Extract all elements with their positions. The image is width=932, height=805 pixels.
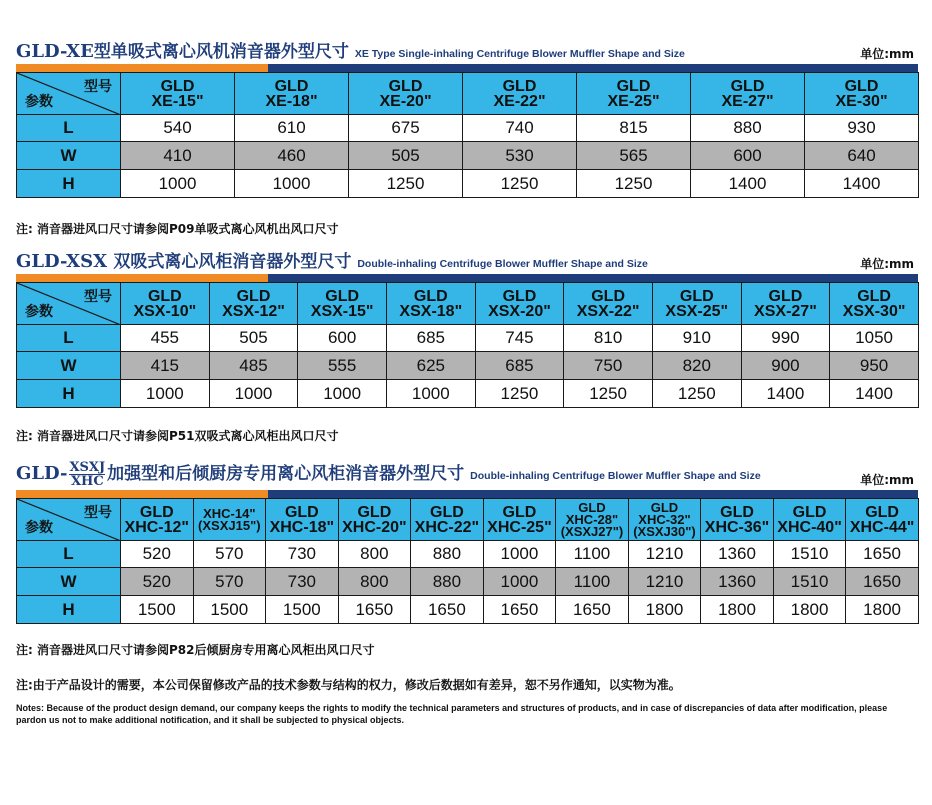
table-cell: 555 xyxy=(298,352,387,380)
corner-model-label: 型号 xyxy=(84,79,112,95)
model-header xyxy=(805,73,919,115)
table-cell: 730 xyxy=(266,568,339,596)
model-header xyxy=(556,499,629,541)
model-header xyxy=(338,499,411,541)
table-cell: 625 xyxy=(386,352,475,380)
model-name-line: GLD xyxy=(139,503,174,521)
model-name-line: XSX-10" xyxy=(133,302,197,320)
model-name-line: GLD xyxy=(768,287,803,305)
table-cell: 950 xyxy=(830,352,919,380)
table-row xyxy=(17,380,919,408)
row-label: W xyxy=(17,352,121,380)
model-name-line: XE-15" xyxy=(151,92,204,110)
model-name-line: XHC-36" xyxy=(704,518,770,536)
table-cell: 540 xyxy=(121,115,235,142)
table-cell: 1210 xyxy=(628,568,701,596)
model-name-line: GLD xyxy=(413,287,448,305)
model-header xyxy=(193,499,266,541)
table-cell: 1250 xyxy=(577,170,691,198)
model-name-line: GLD xyxy=(236,287,271,305)
model-name-line: (XSXJ30") xyxy=(633,523,696,539)
table-cell: 1500 xyxy=(266,596,339,624)
table-cell: 1650 xyxy=(846,568,919,596)
model-header xyxy=(411,499,484,541)
table-cell: 570 xyxy=(193,568,266,596)
title-fraction-top: XSXJ xyxy=(69,460,106,475)
section-title-row xyxy=(16,40,918,64)
section-title-row xyxy=(16,250,918,274)
title-bar xyxy=(16,64,918,72)
model-name-line: GLD xyxy=(147,287,182,305)
corner-param-label: 参数 xyxy=(25,94,53,110)
model-name-line: XE-18" xyxy=(265,92,318,110)
section-title xyxy=(16,247,648,272)
model-name-line: XHC-20" xyxy=(342,518,407,536)
title-cn: 加强型和后倾厨房专用离心风柜消音器外型尺寸 xyxy=(107,464,465,484)
table-cell: 800 xyxy=(338,568,411,596)
table-row xyxy=(17,325,919,352)
table-cell: 880 xyxy=(411,541,484,568)
model-name-line: XE-25" xyxy=(607,92,660,110)
table-cell: 930 xyxy=(805,115,919,142)
model-name-line: XE-27" xyxy=(721,92,774,110)
title-prefix: GLD-XSX xyxy=(16,251,114,272)
title-cn: 型单吸式离心风机消音器外型尺寸 xyxy=(93,42,349,62)
model-name-line: GLD xyxy=(502,287,537,305)
model-name-line: GLD xyxy=(865,503,899,521)
table-row xyxy=(17,541,919,568)
table-row xyxy=(17,142,919,170)
corner-cell xyxy=(17,499,121,541)
table-cell: 745 xyxy=(475,325,564,352)
section-xsx xyxy=(16,250,918,408)
model-name-line: GLD xyxy=(857,287,891,305)
table-cell: 1800 xyxy=(846,596,919,624)
table-cell: 900 xyxy=(741,352,830,380)
table-cell: 675 xyxy=(349,115,463,142)
row-label: W xyxy=(17,568,121,596)
model-header xyxy=(475,283,564,325)
unit-label: 单位:mm xyxy=(860,47,914,61)
model-header xyxy=(628,499,701,541)
table-cell: 505 xyxy=(349,142,463,170)
model-header xyxy=(701,499,774,541)
table-cell: 1360 xyxy=(701,568,774,596)
model-name-line: XSX-20" xyxy=(488,302,551,320)
table-cell: 1210 xyxy=(628,541,701,568)
section-xhc xyxy=(16,458,918,624)
model-name-line: GLD xyxy=(792,503,827,521)
table-cell: 800 xyxy=(338,541,411,568)
table-cell: 640 xyxy=(805,142,919,170)
table-row xyxy=(17,352,919,380)
model-name-line: GLD xyxy=(679,287,714,305)
table-cell: 570 xyxy=(193,541,266,568)
model-header xyxy=(121,73,235,115)
model-name-line: XSX-12" xyxy=(222,302,285,320)
title-bar-accent xyxy=(16,64,268,72)
model-name-line: GLD xyxy=(325,287,360,305)
row-label: L xyxy=(17,115,121,142)
model-name-line: XE-22" xyxy=(493,92,546,110)
model-name-line: XHC-12" xyxy=(124,518,190,536)
header-row xyxy=(17,499,919,541)
table-cell: 505 xyxy=(209,325,298,352)
table-cell: 1000 xyxy=(483,541,556,568)
table-row xyxy=(17,170,919,198)
table-cell: 1500 xyxy=(193,596,266,624)
title-cn: 双吸式离心风柜消音器外型尺寸 xyxy=(113,252,352,272)
model-header xyxy=(298,283,387,325)
model-header xyxy=(846,499,919,541)
section-note: 注: 消音器进风口尺寸请参阅P09单吸式离心风机出风口尺寸 xyxy=(16,222,339,236)
section-title-row xyxy=(16,458,918,490)
model-name-line: GLD xyxy=(430,503,464,521)
table-cell: 565 xyxy=(577,142,691,170)
table-cell: 820 xyxy=(652,352,741,380)
model-name-line: GLD xyxy=(274,77,309,95)
model-header xyxy=(564,283,653,325)
title-en: Double-inhaling Centrifuge Blower Muffler Shape and Size xyxy=(357,258,648,270)
row-label: L xyxy=(17,541,121,568)
title-bar-accent xyxy=(16,274,268,282)
table-cell: 1650 xyxy=(846,541,919,568)
spec-table xyxy=(16,498,919,624)
model-header xyxy=(483,499,556,541)
table-cell: 1510 xyxy=(773,568,846,596)
table-cell: 1360 xyxy=(701,541,774,568)
table-cell: 1100 xyxy=(556,568,629,596)
table-cell: 1510 xyxy=(773,541,846,568)
model-header xyxy=(349,73,463,115)
model-name-line: GLD xyxy=(284,503,319,521)
model-name-line: XSX-22" xyxy=(576,302,640,320)
table-cell: 730 xyxy=(266,541,339,568)
table-cell: 1400 xyxy=(691,170,805,198)
title-bar xyxy=(16,490,918,498)
model-name-line: GLD xyxy=(578,499,606,515)
footer-note-cn: 注:由于产品设计的需要，本公司保留修改产品的技术参数与结构的权力，修改后数据如有差异，恕不另作通知，以实物为准。 xyxy=(16,678,681,692)
table-cell: 1800 xyxy=(701,596,774,624)
section-title xyxy=(16,37,685,62)
model-header xyxy=(741,283,830,325)
table-cell: 610 xyxy=(235,115,349,142)
table-cell: 1250 xyxy=(652,380,741,408)
table-cell: 1250 xyxy=(349,170,463,198)
corner-param-label: 参数 xyxy=(25,520,53,536)
title-bar-accent xyxy=(16,490,268,498)
spec-table xyxy=(16,282,919,408)
table-cell: 1800 xyxy=(628,596,701,624)
table-cell: 485 xyxy=(209,352,298,380)
model-header xyxy=(121,499,194,541)
table-cell: 685 xyxy=(386,325,475,352)
table-cell: 990 xyxy=(741,325,830,352)
table-cell: 460 xyxy=(235,142,349,170)
table-cell: 1250 xyxy=(463,170,577,198)
model-header xyxy=(463,73,577,115)
title-bar xyxy=(16,274,918,282)
row-label: H xyxy=(17,596,121,624)
table-cell: 1000 xyxy=(235,170,349,198)
table-cell: 455 xyxy=(121,325,210,352)
title-en: XE Type Single-inhaling Centrifuge Blower Muffler Shape and Size xyxy=(354,48,685,60)
section-title xyxy=(16,459,761,488)
model-name-line: (XSXJ27") xyxy=(560,523,624,539)
header-row xyxy=(17,283,919,325)
model-name-line: XE-20" xyxy=(379,92,432,110)
model-name-line: GLD xyxy=(844,77,879,95)
table-cell: 1250 xyxy=(475,380,564,408)
footer-note-en: Notes: Because of the product design demand, our company keeps the rights to modify the technical parameters and structures of products, and in case of discrepancies of data after modification, please pardon us not to make additional notification, and it shall be subjected to physical objects. xyxy=(16,703,888,725)
table-cell: 1000 xyxy=(386,380,475,408)
table-cell: 1650 xyxy=(338,596,411,624)
model-name-line: GLD xyxy=(720,503,754,521)
model-name-line: XSX-18" xyxy=(399,302,463,320)
model-name-line: GLD xyxy=(388,77,423,95)
table-cell: 520 xyxy=(121,541,194,568)
model-header xyxy=(577,73,691,115)
table-cell: 410 xyxy=(121,142,235,170)
model-header xyxy=(773,499,846,541)
model-name-line: XSX-27" xyxy=(754,302,817,320)
corner-cell xyxy=(17,73,121,115)
title-en: Double-inhaling Centrifuge Blower Muffler Shape and Size xyxy=(470,470,761,482)
model-name-line: GLD xyxy=(650,499,679,515)
table-cell: 1000 xyxy=(121,380,210,408)
row-label: L xyxy=(17,325,121,352)
section-note: 注: 消音器进风口尺寸请参阅P82后倾厨房专用离心风柜出风口尺寸 xyxy=(16,643,375,657)
model-name-line: XSX-15" xyxy=(310,302,374,320)
row-label: H xyxy=(17,380,121,408)
table-cell: 415 xyxy=(121,352,210,380)
title-fraction xyxy=(69,461,105,488)
model-name-line: XSX-25" xyxy=(665,302,729,320)
table-cell: 910 xyxy=(652,325,741,352)
table-row xyxy=(17,115,919,142)
model-name-line: GLD xyxy=(591,287,625,305)
table-cell: 1000 xyxy=(209,380,298,408)
model-header xyxy=(691,73,805,115)
corner-model-label: 型号 xyxy=(84,289,112,305)
title-prefix: GLD- xyxy=(16,463,68,484)
model-name-line: XHC-44" xyxy=(849,518,915,536)
model-header xyxy=(266,499,339,541)
table-cell: 1800 xyxy=(773,596,846,624)
table-cell: 1400 xyxy=(830,380,919,408)
table-cell: 600 xyxy=(691,142,805,170)
table-cell: 685 xyxy=(475,352,564,380)
model-name-line: GLD xyxy=(730,77,765,95)
model-header xyxy=(209,283,298,325)
table-cell: 740 xyxy=(463,115,577,142)
table-cell: 1400 xyxy=(805,170,919,198)
table-cell: 520 xyxy=(121,568,194,596)
table-row xyxy=(17,568,919,596)
spec-table xyxy=(16,72,919,198)
model-name-line: GLD xyxy=(616,77,651,95)
table-cell: 880 xyxy=(691,115,805,142)
model-header xyxy=(235,73,349,115)
model-name-line: GLD xyxy=(502,503,537,521)
corner-param-label: 参数 xyxy=(25,304,53,320)
table-cell: 1650 xyxy=(556,596,629,624)
header-row xyxy=(17,73,919,115)
table-cell: 1000 xyxy=(121,170,235,198)
table-row xyxy=(17,596,919,624)
table-cell: 810 xyxy=(564,325,653,352)
model-name-line: GLD xyxy=(357,503,392,521)
title-fraction-bottom: XHC xyxy=(70,474,104,489)
table-cell: 1650 xyxy=(483,596,556,624)
model-header xyxy=(652,283,741,325)
model-name-line: GLD xyxy=(502,77,537,95)
table-cell: 1250 xyxy=(564,380,653,408)
model-name-line: GLD xyxy=(160,77,195,95)
model-header xyxy=(121,283,210,325)
table-cell: 1400 xyxy=(741,380,830,408)
table-cell: 1000 xyxy=(298,380,387,408)
unit-label: 单位:mm xyxy=(860,257,914,271)
row-label: H xyxy=(17,170,121,198)
table-cell: 1100 xyxy=(556,541,629,568)
corner-cell xyxy=(17,283,121,325)
table-cell: 1650 xyxy=(411,596,484,624)
table-cell: 530 xyxy=(463,142,577,170)
model-header xyxy=(386,283,475,325)
model-name-line: (XSXJ15") xyxy=(198,517,261,533)
model-header xyxy=(830,283,919,325)
table-cell: 1500 xyxy=(121,596,194,624)
table-cell: 750 xyxy=(564,352,653,380)
model-name-line: XHC-14" xyxy=(203,505,256,521)
model-name-line: XSX-30" xyxy=(842,302,906,320)
model-name-line: XHC-40" xyxy=(777,518,842,536)
model-name-line: XHC-18" xyxy=(269,518,335,536)
title-prefix: GLD-XE xyxy=(16,41,94,62)
model-name-line: XHC-32" xyxy=(638,511,691,527)
model-name-line: XHC-28" xyxy=(565,511,619,527)
row-label: W xyxy=(17,142,121,170)
section-xe xyxy=(16,40,918,198)
table-cell: 600 xyxy=(298,325,387,352)
unit-label: 单位:mm xyxy=(860,473,914,487)
corner-model-label: 型号 xyxy=(84,505,112,521)
model-name-line: XE-30" xyxy=(835,92,888,110)
table-cell: 1050 xyxy=(830,325,919,352)
model-name-line: XHC-22" xyxy=(414,518,480,536)
table-cell: 1000 xyxy=(483,568,556,596)
table-cell: 880 xyxy=(411,568,484,596)
model-name-line: XHC-25" xyxy=(487,518,552,536)
table-cell: 815 xyxy=(577,115,691,142)
section-note: 注: 消音器进风口尺寸请参阅P51双吸式离心风柜出风口尺寸 xyxy=(16,429,339,443)
